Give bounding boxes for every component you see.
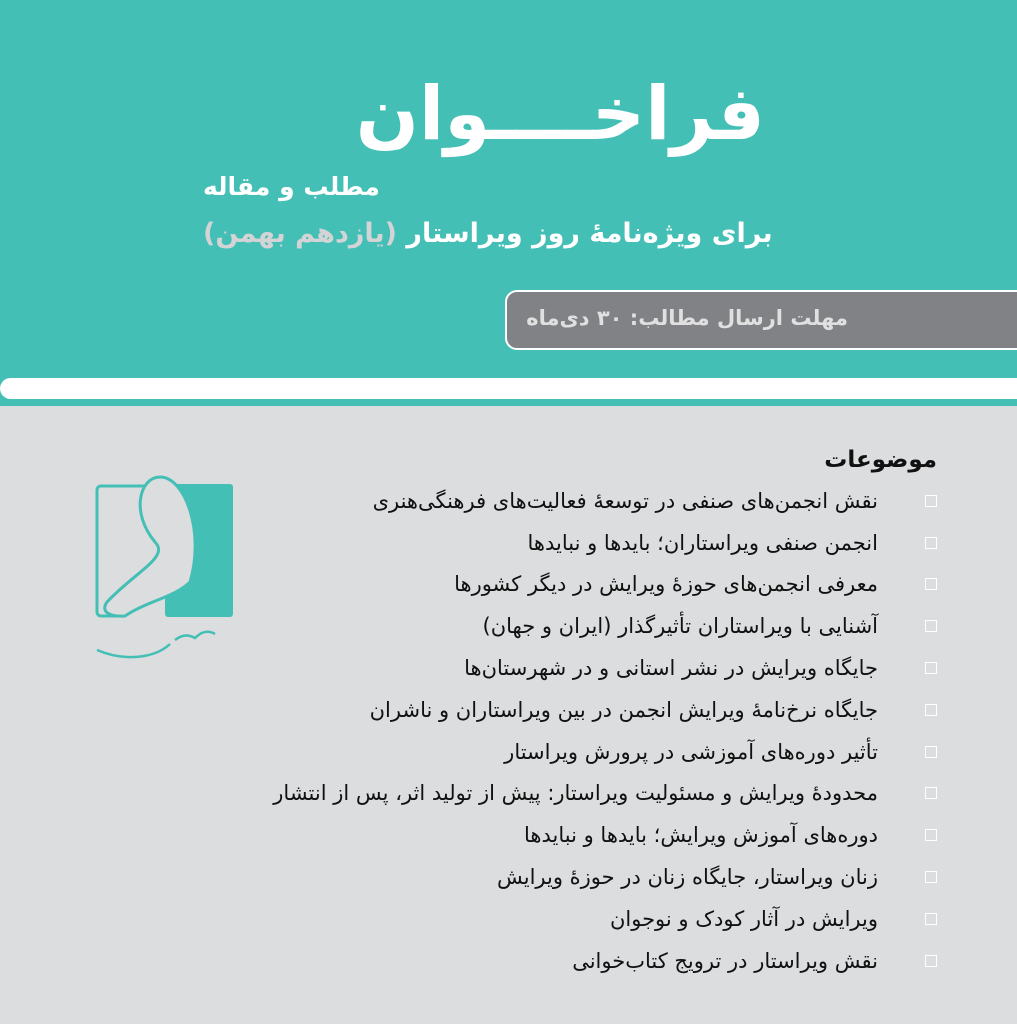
list-item: [117, 773, 937, 815]
checkbox-icon: [925, 871, 937, 883]
checkbox-icon: [925, 787, 937, 799]
topic-text: آشنایی با ویراستاران تأثیرگذار (ایران و جهان): [482, 614, 878, 639]
checkbox-icon: [925, 829, 937, 841]
divider-bar: [0, 378, 1017, 399]
topic-text: جایگاه نرخ‌نامهٔ ویرایش انجمن در بین ویراستاران و ناشران: [369, 697, 878, 722]
topics-heading: موضوعات: [824, 447, 937, 473]
topic-text: تأثیر دوره‌های آموزشی در پرورش ویراستار: [504, 739, 878, 764]
list-item: [117, 647, 937, 689]
checkbox-icon: [925, 495, 937, 507]
topics-list: [117, 480, 937, 982]
list-item: [117, 731, 937, 773]
list-item: [117, 898, 937, 940]
topic-text: نقش انجمن‌های صنفی در توسعهٔ فعالیت‌های فرهنگی‌هنری: [372, 488, 878, 513]
list-item: [117, 522, 937, 564]
checkbox-icon: [925, 704, 937, 716]
list-item: [117, 480, 937, 522]
checkbox-icon: [925, 620, 937, 632]
checkbox-icon: [925, 537, 937, 549]
subtitle-text: برای ویژه‌نامهٔ روز ویراستار: [406, 218, 773, 249]
topic-text: دوره‌های آموزش ویرایش؛ بایدها و نبایدها: [524, 823, 878, 848]
topic-text: زنان ویراستار، جایگاه زنان در حوزهٔ ویرایش: [496, 865, 878, 890]
subtitle-line1: مطلب و مقاله: [203, 172, 380, 201]
list-item: [117, 564, 937, 606]
deadline-text: مهلت ارسال مطالب: ۳۰ دی‌ماه: [526, 306, 848, 330]
checkbox-icon: [925, 746, 937, 758]
topic-text: انجمن صنفی ویراستاران؛ بایدها و نبایدها: [527, 530, 878, 555]
checkbox-icon: [925, 913, 937, 925]
checkbox-icon: [925, 955, 937, 967]
subtitle-line2: [203, 218, 773, 249]
deadline-band: [505, 290, 1017, 350]
list-item: [117, 814, 937, 856]
list-item: [117, 689, 937, 731]
checkbox-icon: [925, 578, 937, 590]
list-item: [117, 605, 937, 647]
topic-text: معرفی انجمن‌های حوزهٔ ویرایش در دیگر کشورها: [454, 572, 878, 597]
topic-text: ویرایش در آثار کودک و نوجوان: [609, 906, 878, 931]
poster-title: فراخــــوان: [355, 71, 765, 157]
topic-text: محدودهٔ ویرایش و مسئولیت ویراستار: پیش از تولید اثر، پس از انتشار: [273, 781, 878, 806]
list-item: [117, 940, 937, 982]
checkbox-icon: [925, 662, 937, 674]
topic-text: نقش ویراستار در ترویج کتاب‌خوانی: [572, 948, 878, 973]
subtitle-highlight: (یازدهم بهمن): [203, 218, 398, 249]
topic-text: جایگاه ویرایش در نشر استانی و در شهرستان‌ها: [464, 656, 878, 681]
list-item: [117, 856, 937, 898]
